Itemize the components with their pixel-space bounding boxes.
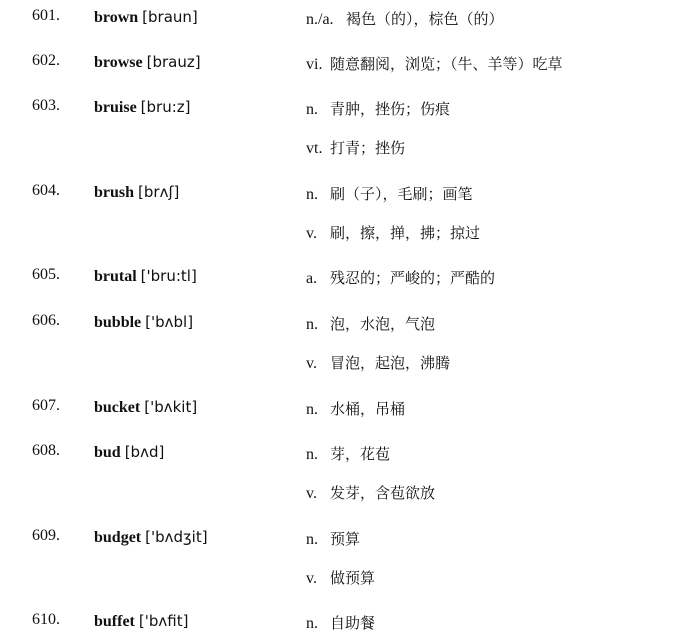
part-of-speech: n.	[306, 186, 318, 203]
entry-pronunciation: [brʌʃ]	[138, 183, 180, 201]
sense	[306, 267, 495, 288]
part-of-speech: n./a.	[306, 11, 334, 28]
entry-number: 609.	[32, 527, 60, 544]
gloss: 做预算	[330, 569, 376, 587]
entry-word: brutal	[94, 268, 137, 285]
sense	[306, 137, 405, 158]
entry-word: brown	[94, 9, 139, 26]
part-of-speech: vt.	[306, 140, 323, 157]
headword	[94, 53, 201, 72]
sense	[306, 98, 450, 119]
headword	[94, 398, 197, 417]
part-of-speech: n.	[306, 615, 318, 632]
entry-pronunciation: [braun]	[142, 8, 198, 26]
sense	[306, 443, 390, 464]
headword	[94, 612, 188, 631]
gloss: 随意翻阅，浏览；（牛、羊等）吃草	[330, 55, 563, 73]
entry-number: 607.	[32, 397, 60, 414]
entry-pronunciation: ['bʌkit]	[144, 398, 198, 416]
sense	[306, 398, 405, 419]
sense	[306, 53, 563, 74]
entry-word: bubble	[94, 314, 142, 331]
sense	[306, 352, 450, 373]
headword	[94, 267, 197, 286]
sense	[306, 8, 504, 29]
entry-number: 601.	[32, 7, 60, 24]
entry-pronunciation: ['bʌbl]	[145, 313, 194, 331]
sense	[306, 183, 473, 204]
gloss: 青肿，挫伤；伤痕	[330, 100, 451, 118]
part-of-speech: v.	[306, 570, 317, 587]
gloss: 褐色（的），棕色（的）	[346, 10, 504, 28]
sense	[306, 313, 435, 334]
part-of-speech: v.	[306, 225, 317, 242]
entry-word: buffet	[94, 613, 135, 630]
headword	[94, 183, 179, 202]
entry-pronunciation: ['bru:tl]	[140, 267, 197, 285]
part-of-speech: n.	[306, 446, 318, 463]
entry-pronunciation: [brauz]	[146, 53, 201, 71]
gloss: 刷，擦，掸，拂；掠过	[330, 224, 481, 242]
part-of-speech: n.	[306, 531, 318, 548]
entry-number: 603.	[32, 97, 60, 114]
entry-word: bruise	[94, 99, 137, 116]
headword	[94, 443, 164, 462]
entry-number: 610.	[32, 611, 60, 628]
entry-number: 608.	[32, 442, 60, 459]
headword	[94, 98, 191, 117]
entry-number: 606.	[32, 312, 60, 329]
part-of-speech: n.	[306, 401, 318, 418]
part-of-speech: a.	[306, 270, 318, 287]
part-of-speech: n.	[306, 316, 318, 333]
headword	[94, 8, 198, 27]
part-of-speech: vi.	[306, 56, 323, 73]
sense	[306, 528, 360, 549]
part-of-speech: n.	[306, 101, 318, 118]
entry-number: 602.	[32, 52, 60, 69]
gloss: 打青；挫伤	[330, 139, 406, 157]
entry-pronunciation: [bru:z]	[140, 98, 191, 116]
entry-word: bud	[94, 444, 121, 461]
headword	[94, 313, 193, 332]
gloss: 冒泡，起泡，沸腾	[330, 354, 451, 372]
entry-number: 605.	[32, 266, 60, 283]
part-of-speech: v.	[306, 485, 317, 502]
gloss: 预算	[330, 530, 361, 548]
gloss: 泡，水泡，气泡	[330, 315, 436, 333]
gloss: 发芽，含苞欲放	[330, 484, 436, 502]
gloss: 水桶，吊桶	[330, 400, 406, 418]
headword	[94, 528, 208, 547]
gloss: 自助餐	[330, 614, 376, 632]
sense	[306, 567, 375, 588]
sense	[306, 612, 375, 633]
entry-word: budget	[94, 529, 142, 546]
entry-pronunciation: [bʌd]	[124, 443, 165, 461]
entry-number: 604.	[32, 182, 60, 199]
part-of-speech: v.	[306, 355, 317, 372]
entry-pronunciation: ['bʌfit]	[138, 612, 189, 630]
sense	[306, 482, 435, 503]
gloss: 芽，花苞	[330, 445, 391, 463]
gloss: 刷（子），毛刷；画笔	[330, 185, 473, 203]
entry-word: brush	[94, 184, 135, 201]
entry-word: bucket	[94, 399, 141, 416]
entry-pronunciation: ['bʌdʒit]	[145, 528, 208, 546]
entry-word: browse	[94, 54, 143, 71]
sense	[306, 222, 480, 243]
gloss: 残忍的；严峻的；严酷的	[330, 269, 496, 287]
